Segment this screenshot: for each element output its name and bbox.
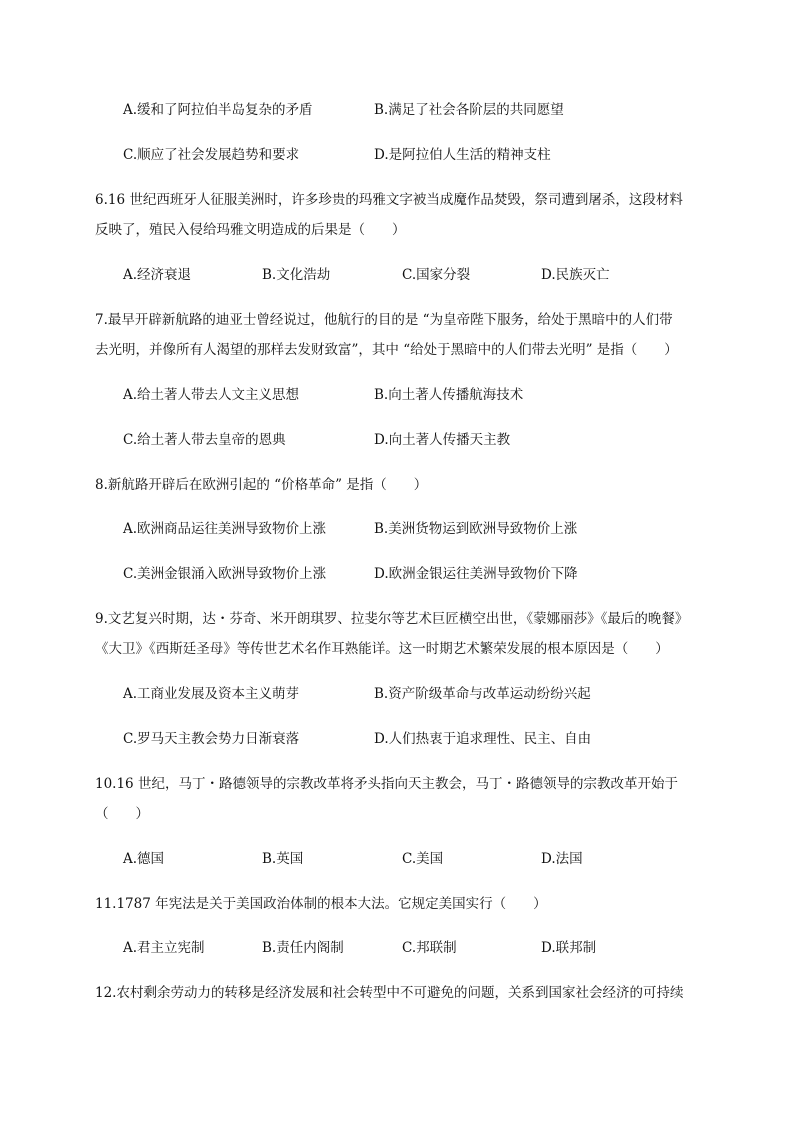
q12-stem-line1: 12.农村剩余劳动力的转移是经济发展和社会转型中不可避免的问题，关系到国家社会经济的可持续	[95, 985, 684, 1001]
q5-option-d: D.是阿拉伯人生活的精神支柱	[374, 147, 551, 163]
q7-stem-line2: 去光明，并像所有人渴望的那样去发财致富”，其中 “给处于黑暗中的人们带去光明” 是指（ ）	[95, 342, 678, 358]
q9-option-a: A.工商业发展及资本主义萌芽	[123, 686, 300, 702]
q6-stem-line2: 反映了，殖民入侵给玛雅文明造成的后果是（ ）	[95, 222, 406, 238]
q7-option-b: B.向土著人传播航海技术	[374, 387, 524, 403]
q7-option-a: A.给土著人带去人文主义思想	[123, 387, 300, 403]
q8-option-b: B.美洲货物运到欧洲导致物价上涨	[374, 521, 578, 537]
q10-stem-line1: 10.16 世纪，马丁・路德领导的宗教改革将矛头指向天主教会，马丁・路德领导的宗教改革开始于	[95, 776, 678, 792]
q10-option-c: C.美国	[402, 851, 444, 867]
q11-stem-line1: 11.1787 年宪法是关于美国政治体制的根本大法。它规定美国实行（ ）	[95, 896, 547, 912]
q5-option-a: A.缓和了阿拉伯半岛复杂的矛盾	[123, 102, 313, 118]
q9-stem-line2: 《大卫》《西斯廷圣母》等传世艺术名作耳熟能详。这一时期艺术繁荣发展的根本原因是（ ）	[95, 641, 669, 657]
q7-option-c: C.给土著人带去皇帝的恩典	[123, 432, 286, 448]
q7-stem-line1: 7.最早开辟新航路的迪亚士曾经说过，他航行的目的是 “为皇帝陛下服务，给处于黑暗中的人们带	[95, 312, 673, 328]
q6-option-d: D.民族灭亡	[541, 267, 610, 283]
q11-option-d: D.联邦制	[541, 940, 597, 956]
q9-option-b: B.资产阶级革命与改革运动纷纷兴起	[374, 686, 591, 702]
q8-option-c: C.美洲金银涌入欧洲导致物价上涨	[123, 566, 327, 582]
q10-option-b: B.英国	[262, 851, 304, 867]
q10-option-d: D.法国	[541, 851, 583, 867]
q8-option-d: D.欧洲金银运往美洲导致物价下降	[374, 566, 578, 582]
q8-stem-line1: 8.新航路开辟后在欧洲引起的 “价格革命” 是指（ ）	[95, 477, 428, 493]
q9-option-c: C.罗马天主教会势力日渐衰落	[123, 731, 300, 747]
q5-option-c: C.顺应了社会发展趋势和要求	[123, 147, 300, 163]
q10-stem-line2: （ ）	[95, 806, 149, 822]
q6-option-b: B.文化浩劫	[262, 267, 331, 283]
q6-option-a: A.经济衰退	[123, 267, 192, 283]
q8-option-a: A.欧洲商品运往美洲导致物价上涨	[123, 521, 327, 537]
q6-stem-line1: 6.16 世纪西班牙人征服美洲时，许多珍贵的玛雅文字被当成魔作品焚毁，祭司遭到屠杀，这段材料	[95, 192, 683, 208]
q9-option-d: D.人们热衷于追求理性、民主、自由	[374, 731, 592, 747]
q9-stem-line1: 9.文艺复兴时期，达・芬奇、米开朗琪罗、拉斐尔等艺术巨匠横空出世，《蒙娜丽莎》《最后的晚餐》	[95, 611, 689, 627]
q11-option-b: B.责任内阁制	[262, 940, 344, 956]
q11-option-c: C.邦联制	[402, 940, 457, 956]
q10-option-a: A.德国	[123, 851, 165, 867]
q7-option-d: D.向土著人传播天主教	[374, 432, 511, 448]
q11-option-a: A.君主立宪制	[123, 940, 205, 956]
q5-option-b: B.满足了社会各阶层的共同愿望	[374, 102, 564, 118]
q6-option-c: C.国家分裂	[402, 267, 471, 283]
